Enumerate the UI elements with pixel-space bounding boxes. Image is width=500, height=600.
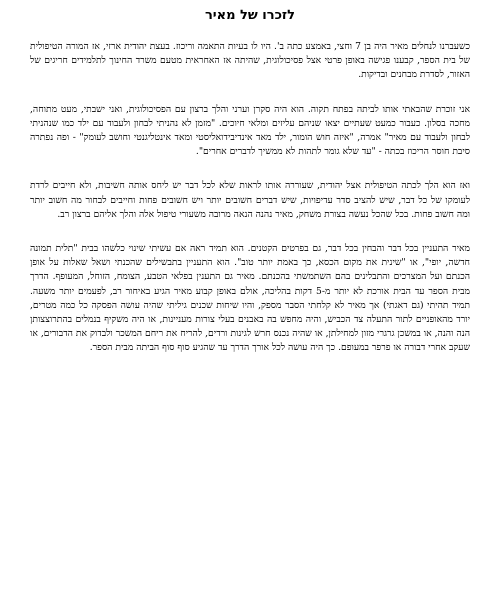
paragraph-4: מאיר התעניין בכל דבר והבחין בכל דבר, גם בפרטים הקטנים. הוא תמיד ראה אם עשיתי שינוי כלשהו בבית "תלית תמונה חדשה, יופי", או "שינית את מקום הכסא, כך באמת יותר טוב". הוא התעניין בתבשילים שהכנתי ושאל שאלות על אופן הכנתם ועל המצרכים והתבלינים בהם השתמשתי בהכנתם. מאיר גם התענין בפלאי הטבע, הצומח, הזוחל, המעופף. הדרך מבית הספר עד הבית אורכת לא יותר מ-5 דקות בהליכה, אולם באופן קבוע מאיר הגיע באיחור רב, לפעמים יותר משעה. תמיד תהיתי (גם דאגתי) אך מאיר לא קלחתי הסבר מספק, והיו שיחות שכנים גיליתי שהיה עושה הפסקה כל כמה מטרים, יורד מהאופניים לתור התעלה צד הכביש, והיה מחפש בה באבנים בעלי צורות מעניינות, או היה משקיף בנמלים בהתרוצצותן הנה והנה, או במשכן גרגרי מזון למחילתן, או שהיה נכנס חרש לגינות ורדים, להריח את ריחם המשכר ולבדוק את הדבורים, או שעקב אחרי דבורה או פרפר במעופם. כך היה עושה לכל אורך הדרך עד שהגיע סוף סוף הביתה מבית הספר. xyxy=(30,243,470,354)
paragraph-1: כשעברנו לנחלים מאיר היה בן 7 וחצי, באמצע כתה ב'. היו לו בעיות התאמה וריכוז. בעצת יהודית ארזי, אז המורה הטיפולית של בית הספר, קבענו פגישה באופן פרטי אצל פסיכולוגית, שהיתה אז האחראית מטעם משרד החינוך לתלמידים חריגים של האזור, לסדרת מבחנים ובדיקות. xyxy=(30,41,470,81)
paragraph-2: אני זוכרת שהבאתי אותו לביתה בפתח תקוה. הוא היה סקרן וערני והלך ברצון עם הפסיכולוגית, ואני ישבתי, מעט מתוחה, מחכה בסלון. כעבור כמעט שעתיים יצאו שניהם עליזים ומלאי חיוכים. "מזמן לא נהניתי לבחון ולעבוד עם ילד כמו שנהניתי לבחון ולעבוד עם מאיר" אמרה, "איזה חוש הומור, ילד מאד אינדיבידואליסטי ומאד אינטליגנטי וחושב לעומק" - ופה נפתרה סיבת חוסר הריכוז בכתה - "עד שלא גומר לתהות לא ממשיך לדברים אחרים". xyxy=(30,103,470,158)
paragraph-3: ואז הוא הלך לכתה הטיפולית אצל יהודית, שעוררה אותו לראות שלא לכל דבר יש ליחס אותה חשיבות, ולא חייבים לרדת לעומקו של כל דבר, שיש להציב סדר עדיפויות, שיש דברים חשובים יותר ויש חשובים פחות וחייבים לבחור מה חשוב יותר ומה חשוב פחות. בכל שהכל נעשה בצורת משחק, מאיר נהנה הנאה מרובה משעורי טיפול אלה והלך אליהם ברצון רב. xyxy=(30,180,470,220)
document-title: לזכרו של מאיר xyxy=(204,8,296,23)
